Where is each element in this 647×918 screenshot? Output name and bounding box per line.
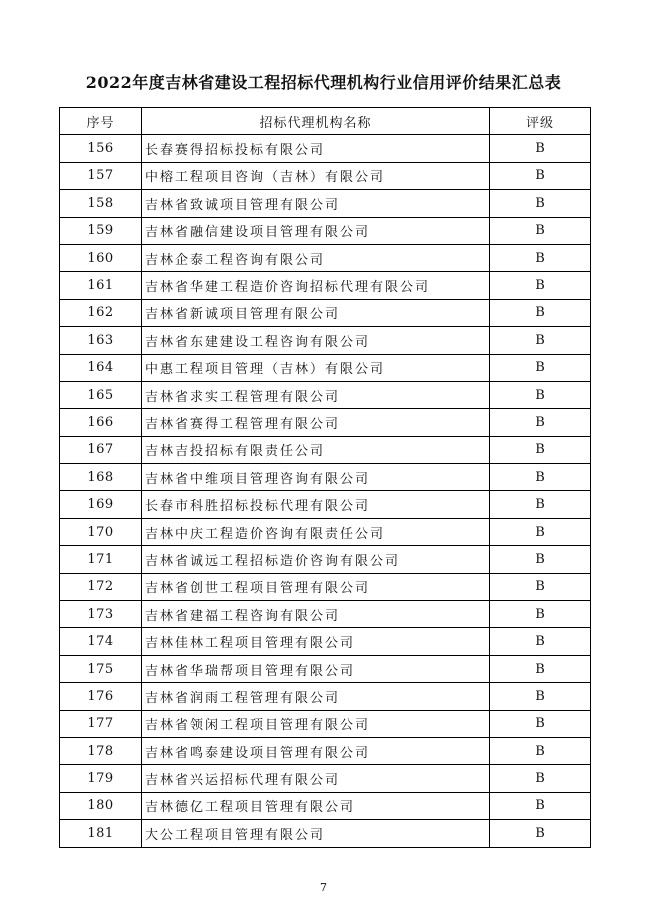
table-row (60, 162, 591, 189)
rating-grade: B (490, 409, 591, 436)
agency-name: 吉林省融信建设项目管理有限公司 (142, 217, 490, 244)
agency-name: 吉林省华建工程造价咨询招标代理有限公司 (142, 272, 490, 299)
row-number: 179 (60, 765, 142, 792)
agency-name: 吉林省鸣泰建设项目管理有限公司 (142, 737, 490, 764)
table-row (60, 683, 591, 710)
table-row (60, 299, 591, 326)
rating-grade: B (490, 628, 591, 655)
row-number: 166 (60, 409, 142, 436)
table-header-row (60, 108, 591, 135)
rating-grade: B (490, 135, 591, 162)
row-number: 165 (60, 381, 142, 408)
row-number: 168 (60, 464, 142, 491)
agency-name: 吉林省求实工程管理有限公司 (142, 381, 490, 408)
row-number: 160 (60, 244, 142, 271)
table-row (60, 135, 591, 162)
rating-grade: B (490, 464, 591, 491)
agency-name: 吉林省建福工程咨询有限公司 (142, 601, 490, 628)
table-row (60, 573, 591, 600)
agency-name: 吉林德亿工程项目管理有限公司 (142, 792, 490, 819)
agency-name: 吉林中庆工程造价咨询有限责任公司 (142, 518, 490, 545)
row-number: 164 (60, 354, 142, 381)
rating-grade: B (490, 354, 591, 381)
table-row (60, 464, 591, 491)
agency-name: 吉林企泰工程咨询有限公司 (142, 244, 490, 271)
rating-grade: B (490, 573, 591, 600)
row-number: 173 (60, 601, 142, 628)
agency-name: 吉林吉投招标有限责任公司 (142, 436, 490, 463)
table-row (60, 546, 591, 573)
row-number: 159 (60, 217, 142, 244)
table-row (60, 244, 591, 271)
rating-grade: B (490, 299, 591, 326)
table-row (60, 409, 591, 436)
row-number: 169 (60, 491, 142, 518)
rating-grade: B (490, 601, 591, 628)
rating-grade: B (490, 217, 591, 244)
row-number: 177 (60, 710, 142, 737)
table-row (60, 628, 591, 655)
agency-name: 中惠工程项目管理（吉林）有限公司 (142, 354, 490, 381)
rating-grade: B (490, 244, 591, 271)
rating-grade: B (490, 162, 591, 189)
table-row (60, 354, 591, 381)
agency-name: 长春赛得招标投标有限公司 (142, 135, 490, 162)
agency-name: 中榕工程项目咨询（吉林）有限公司 (142, 162, 490, 189)
agency-name: 吉林省致诚项目管理有限公司 (142, 190, 490, 217)
row-number: 180 (60, 792, 142, 819)
row-number: 174 (60, 628, 142, 655)
rating-grade: B (490, 765, 591, 792)
document-title: 2022年度吉林省建设工程招标代理机构行业信用评价结果汇总表 (85, 73, 562, 92)
row-number: 158 (60, 190, 142, 217)
agency-name: 大公工程项目管理有限公司 (142, 820, 490, 847)
rating-grade: B (490, 683, 591, 710)
table-row (60, 217, 591, 244)
credit-rating-table (59, 107, 591, 848)
rating-grade: B (490, 491, 591, 518)
row-number: 178 (60, 737, 142, 764)
page-number: 7 (320, 881, 327, 894)
table-row (60, 381, 591, 408)
table-row (60, 491, 591, 518)
rating-grade: B (490, 820, 591, 847)
rating-grade: B (490, 546, 591, 573)
row-number: 162 (60, 299, 142, 326)
rating-grade: B (490, 792, 591, 819)
row-number: 167 (60, 436, 142, 463)
row-number: 161 (60, 272, 142, 299)
agency-name: 吉林省润雨工程管理有限公司 (142, 683, 490, 710)
table-row (60, 737, 591, 764)
rating-grade: B (490, 655, 591, 682)
rating-grade: B (490, 381, 591, 408)
header-grade: 评级 (490, 108, 591, 135)
table-row (60, 327, 591, 354)
rating-grade: B (490, 518, 591, 545)
rating-grade: B (490, 190, 591, 217)
row-number: 170 (60, 518, 142, 545)
row-number: 181 (60, 820, 142, 847)
agency-name: 长春市科胜招标投标代理有限公司 (142, 491, 490, 518)
rating-grade: B (490, 737, 591, 764)
agency-name: 吉林省诚远工程招标造价咨询有限公司 (142, 546, 490, 573)
row-number: 172 (60, 573, 142, 600)
table-row (60, 518, 591, 545)
agency-name: 吉林省东建建设工程咨询有限公司 (142, 327, 490, 354)
table-row (60, 436, 591, 463)
rating-grade: B (490, 272, 591, 299)
table-row (60, 272, 591, 299)
row-number: 175 (60, 655, 142, 682)
table-row (60, 655, 591, 682)
table-row (60, 601, 591, 628)
table-row (60, 710, 591, 737)
agency-name: 吉林佳林工程项目管理有限公司 (142, 628, 490, 655)
rating-grade: B (490, 710, 591, 737)
agency-name: 吉林省华瑞帮项目管理有限公司 (142, 655, 490, 682)
row-number: 171 (60, 546, 142, 573)
table-row (60, 190, 591, 217)
header-name: 招标代理机构名称 (142, 108, 490, 135)
rating-grade: B (490, 436, 591, 463)
table-row (60, 820, 591, 847)
row-number: 163 (60, 327, 142, 354)
table-row (60, 792, 591, 819)
table-row (60, 765, 591, 792)
rating-grade: B (490, 327, 591, 354)
agency-name: 吉林省领闲工程项目管理有限公司 (142, 710, 490, 737)
row-number: 157 (60, 162, 142, 189)
row-number: 156 (60, 135, 142, 162)
header-num: 序号 (60, 108, 142, 135)
agency-name: 吉林省新诚项目管理有限公司 (142, 299, 490, 326)
row-number: 176 (60, 683, 142, 710)
agency-name: 吉林省兴运招标代理有限公司 (142, 765, 490, 792)
agency-name: 吉林省赛得工程管理有限公司 (142, 409, 490, 436)
agency-name: 吉林省创世工程项目管理有限公司 (142, 573, 490, 600)
agency-name: 吉林省中维项目管理咨询有限公司 (142, 464, 490, 491)
